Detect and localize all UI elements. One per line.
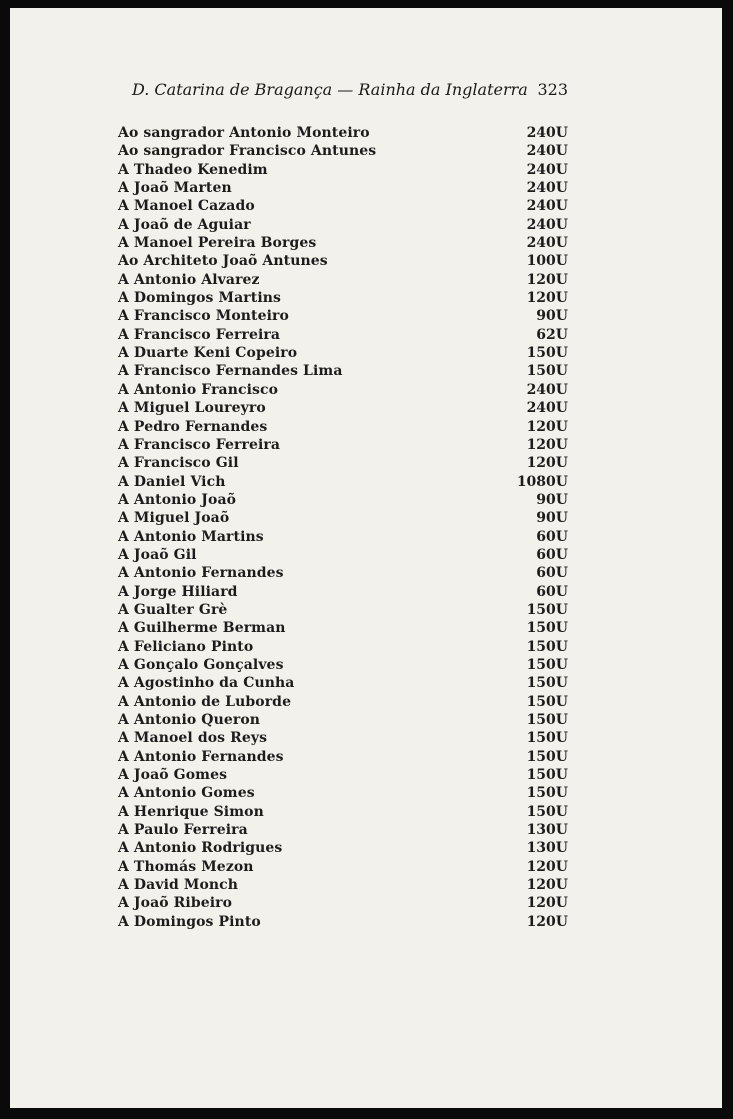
list-item [118,564,568,582]
entry-name: A Francisco Ferreira [118,326,281,343]
entry-name: A David Monch [118,877,239,894]
list-item [118,638,568,656]
entry-name: A Thadeo Kenedim [118,161,268,178]
entry-name: Ao Architeto Joaõ Antunes [118,253,328,270]
entry-name: A Antonio Joaõ [118,491,237,508]
entry-name: A Feliciano Pinto [118,638,254,655]
list-item [118,197,568,215]
entry-name: A Gonçalo Gonçalves [118,656,284,673]
entry-name: A Francisco Fernandes Lima [118,363,343,380]
entry-amount: 150U [526,712,568,728]
entry-name: A Joaõ Gomes [118,767,228,784]
entry-amount: 240U [526,235,568,252]
book-page [10,8,722,1108]
list-item [118,546,568,564]
entry-amount: 60U [536,583,568,600]
list-item [118,729,568,747]
entry-amount: 150U [526,620,568,637]
entry-name: A Paulo Ferreira [118,822,248,839]
entry-name: A Domingos Pinto [118,913,261,930]
running-header [132,80,568,104]
list-item [118,179,568,197]
entry-amount: 150U [526,656,568,673]
entry-amount: 120U [526,455,568,472]
entry-name: A Francisco Monteiro [118,308,289,325]
entry-amount: 150U [526,363,568,380]
entry-amount: 130U [526,840,568,857]
entry-name: A Henrique Simon [118,803,264,820]
list-item [118,142,568,160]
list-item [118,766,568,784]
list-item [118,876,568,894]
list-item [118,803,568,821]
entry-name: A Antonio Francisco [118,381,279,398]
entry-name: A Joaõ Ribeiro [118,895,233,912]
entry-amount: 150U [526,345,568,362]
list-item [118,693,568,711]
list-item [118,344,568,362]
entry-name: A Thomás Mezon [118,858,254,875]
entry-name: A Manoel Pereira Borges [118,235,317,252]
entry-name: A Joaõ Gil [118,546,197,563]
entry-amount: 120U [526,913,568,930]
entry-name: A Antonio de Luborde [118,693,292,710]
entry-amount: 120U [526,271,568,288]
entry-amount: 120U [526,877,568,894]
list-item [118,418,568,436]
list-item [118,858,568,876]
list-item [118,656,568,674]
list-item [118,583,568,601]
entry-amount: 60U [536,528,568,545]
entry-amount: 150U [526,785,568,802]
list-item [118,509,568,527]
entry-name: A Duarte Keni Copeiro [118,345,298,362]
list-item [118,252,568,270]
page-number: 323 [537,80,568,99]
entry-amount: 120U [526,895,568,912]
list-item [118,491,568,509]
list-item [118,894,568,912]
entry-name: A Antonio Rodrigues [118,840,283,857]
entry-amount: 130U [526,822,568,839]
entry-name: A Antonio Queron [118,712,261,728]
list-item [118,473,568,491]
entry-amount: 90U [536,308,568,325]
entry-name: A Domingos Martins [118,290,281,307]
list-item [118,161,568,179]
entry-amount: 240U [526,381,568,398]
entry-name: A Antonio Fernandes [118,748,284,765]
entry-name: A Francisco Ferreira [118,436,281,453]
list-item [118,528,568,546]
entry-name: A Antonio Martins [118,528,264,545]
list-item [118,234,568,252]
entry-amount: 90U [536,510,568,527]
entry-amount: 150U [526,730,568,747]
entry-amount: 90U [536,491,568,508]
entry-name: A Francisco Gil [118,455,239,472]
list-item [118,454,568,472]
entry-amount: 150U [526,748,568,765]
list-item [118,216,568,234]
entry-amount: 1080U [516,473,568,490]
entry-amount: 100U [526,253,568,270]
list-item [118,289,568,307]
list-item [118,913,568,931]
entry-amount: 150U [526,675,568,692]
entry-amount: 150U [526,767,568,784]
entry-amount: 150U [526,601,568,618]
list-item [118,748,568,766]
entry-amount: 120U [526,858,568,875]
entry-name: A Daniel Vich [118,473,226,490]
list-item [118,381,568,399]
list-item [118,674,568,692]
entry-amount: 150U [526,803,568,820]
list-item [118,619,568,637]
entry-amount: 240U [526,125,568,141]
entry-name: Ao sangrador Francisco Antunes [118,143,377,160]
list-item [118,307,568,325]
entry-amount: 240U [526,161,568,178]
entry-amount: 240U [526,400,568,417]
entry-name: A Joaõ de Aguiar [118,216,251,233]
list-item [118,399,568,417]
entry-name: A Guilherme Berman [118,620,286,637]
list-item [118,601,568,619]
entry-name: A Jorge Hiliard [118,583,238,600]
entry-name: Ao sangrador Antonio Monteiro [118,125,370,141]
list-item [118,711,568,729]
entry-amount: 120U [526,418,568,435]
entry-amount: 120U [526,436,568,453]
entry-name: A Manoel Cazado [118,198,255,215]
entry-amount: 240U [526,216,568,233]
entry-amount: 120U [526,290,568,307]
entry-amount: 60U [536,546,568,563]
list-item [118,124,568,142]
entry-amount: 240U [526,198,568,215]
list-item [118,436,568,454]
list-item [118,839,568,857]
payment-list [118,124,568,931]
entry-name: A Miguel Joaõ [118,510,230,527]
entry-name: A Agostinho da Cunha [118,675,295,692]
entry-name: A Joaõ Marten [118,180,232,197]
entry-name: A Antonio Gomes [118,785,255,802]
entry-name: A Antonio Alvarez [118,271,260,288]
entry-name: A Pedro Fernandes [118,418,268,435]
list-item [118,362,568,380]
list-item [118,271,568,289]
entry-amount: 62U [536,326,568,343]
entry-name: A Manoel dos Reys [118,730,268,747]
entry-amount: 150U [526,638,568,655]
entry-amount: 150U [526,693,568,710]
list-item [118,821,568,839]
entry-name: A Gualter Grè [118,601,228,618]
entry-amount: 60U [536,565,568,582]
running-title: D. Catarina de Bragança — Rainha da Inglaterra [132,80,528,99]
entry-amount: 240U [526,180,568,197]
entry-amount: 240U [526,143,568,160]
list-item [118,784,568,802]
entry-name: A Antonio Fernandes [118,565,284,582]
list-item [118,326,568,344]
entry-name: A Miguel Loureyro [118,400,266,417]
